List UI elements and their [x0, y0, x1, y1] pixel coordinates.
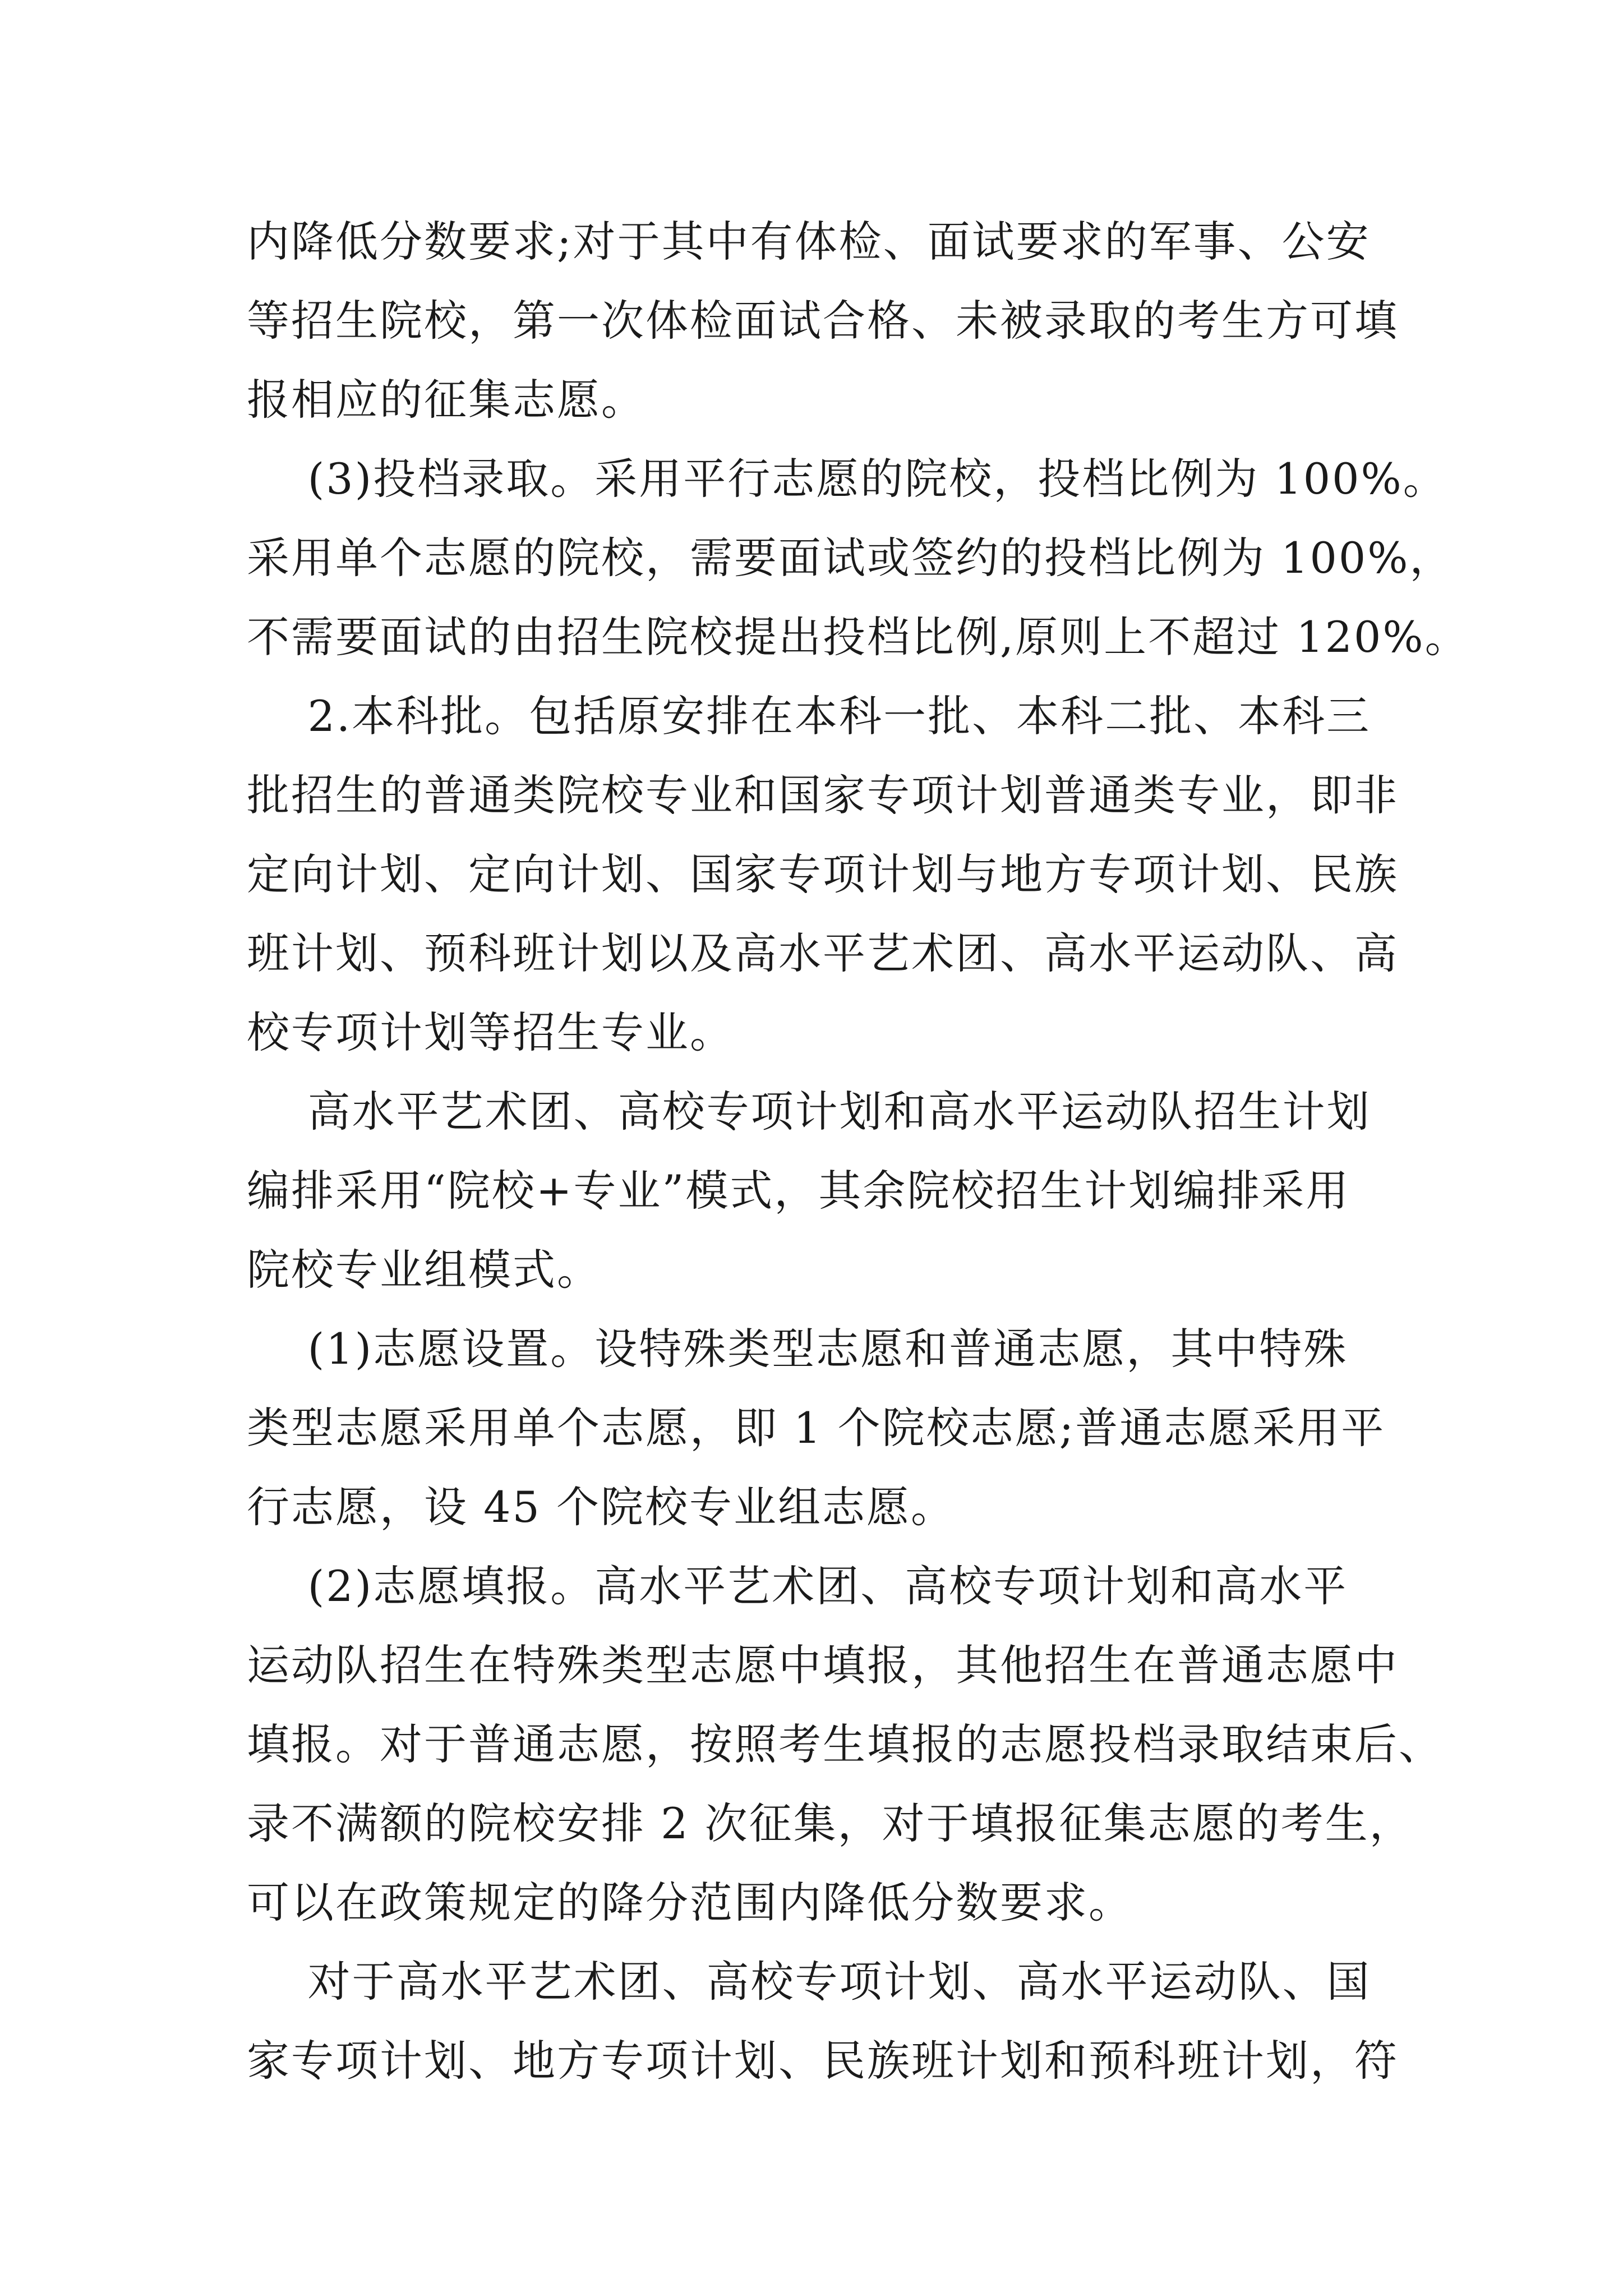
text-line: 填报。对于普通志愿，按照考生填报的志愿投档录取结束后、	[247, 1719, 1443, 1769]
text-line: 行志愿，设 45 个院校专业组志愿。	[247, 1482, 956, 1532]
text-line: 内降低分数要求;对于其中有体检、面试要求的军事、公安	[247, 217, 1371, 266]
text-line: 校专项计划等招生专业。	[247, 1007, 734, 1057]
text-line: 定向计划、定向计划、国家专项计划与地方专项计划、民族	[247, 849, 1399, 899]
text-line: 录不满额的院校安排 2 次征集，对于填报征集志愿的考生，	[247, 1798, 1414, 1848]
text-line: 院校专业组模式。	[247, 1245, 601, 1295]
text-line: 可以在政策规定的降分范围内降低分数要求。	[247, 1878, 1133, 1927]
text-line: 高水平艺术团、高校专项计划和高水平运动队招生计划	[247, 1087, 1371, 1137]
text-line: 采用单个志愿的院校，需要面试或签约的投档比例为 100%，	[247, 533, 1454, 583]
text-line: (3)投档录取。采用平行志愿的院校，投档比例为 100%。	[247, 454, 1447, 504]
text-line: 2.本科批。包括原安排在本科一批、本科二批、本科三	[247, 691, 1371, 741]
body-text	[247, 202, 1469, 2100]
text-line: 对于高水平艺术团、高校专项计划、高水平运动队、国	[247, 1957, 1371, 2007]
text-line: 报相应的征集志愿。	[247, 375, 645, 425]
text-line: 运动队招生在特殊类型志愿中填报，其他招生在普通志愿中	[247, 1640, 1399, 1690]
text-line: 不需要面试的由招生院校提出投档比例,原则上不超过 120%。	[247, 612, 1469, 662]
text-line: 类型志愿采用单个志愿，即 1 个院校志愿;普通志愿采用平	[247, 1403, 1386, 1453]
text-line: 批招生的普通类院校专业和国家专项计划普通类专业，即非	[247, 770, 1399, 820]
text-line: 班计划、预科班计划以及高水平艺术团、高水平运动队、高	[247, 928, 1399, 978]
text-line: 等招生院校，第一次体检面试合格、未被录取的考生方可填	[247, 296, 1399, 346]
text-line: 家专项计划、地方专项计划、民族班计划和预科班计划，符	[247, 2036, 1399, 2086]
text-line: 编排采用“院校+专业”模式，其余院校招生计划编排采用	[247, 1166, 1350, 1216]
text-line: (1)志愿设置。设特殊类型志愿和普通志愿，其中特殊	[247, 1324, 1348, 1374]
text-line: (2)志愿填报。高水平艺术团、高校专项计划和高水平	[247, 1561, 1348, 1611]
